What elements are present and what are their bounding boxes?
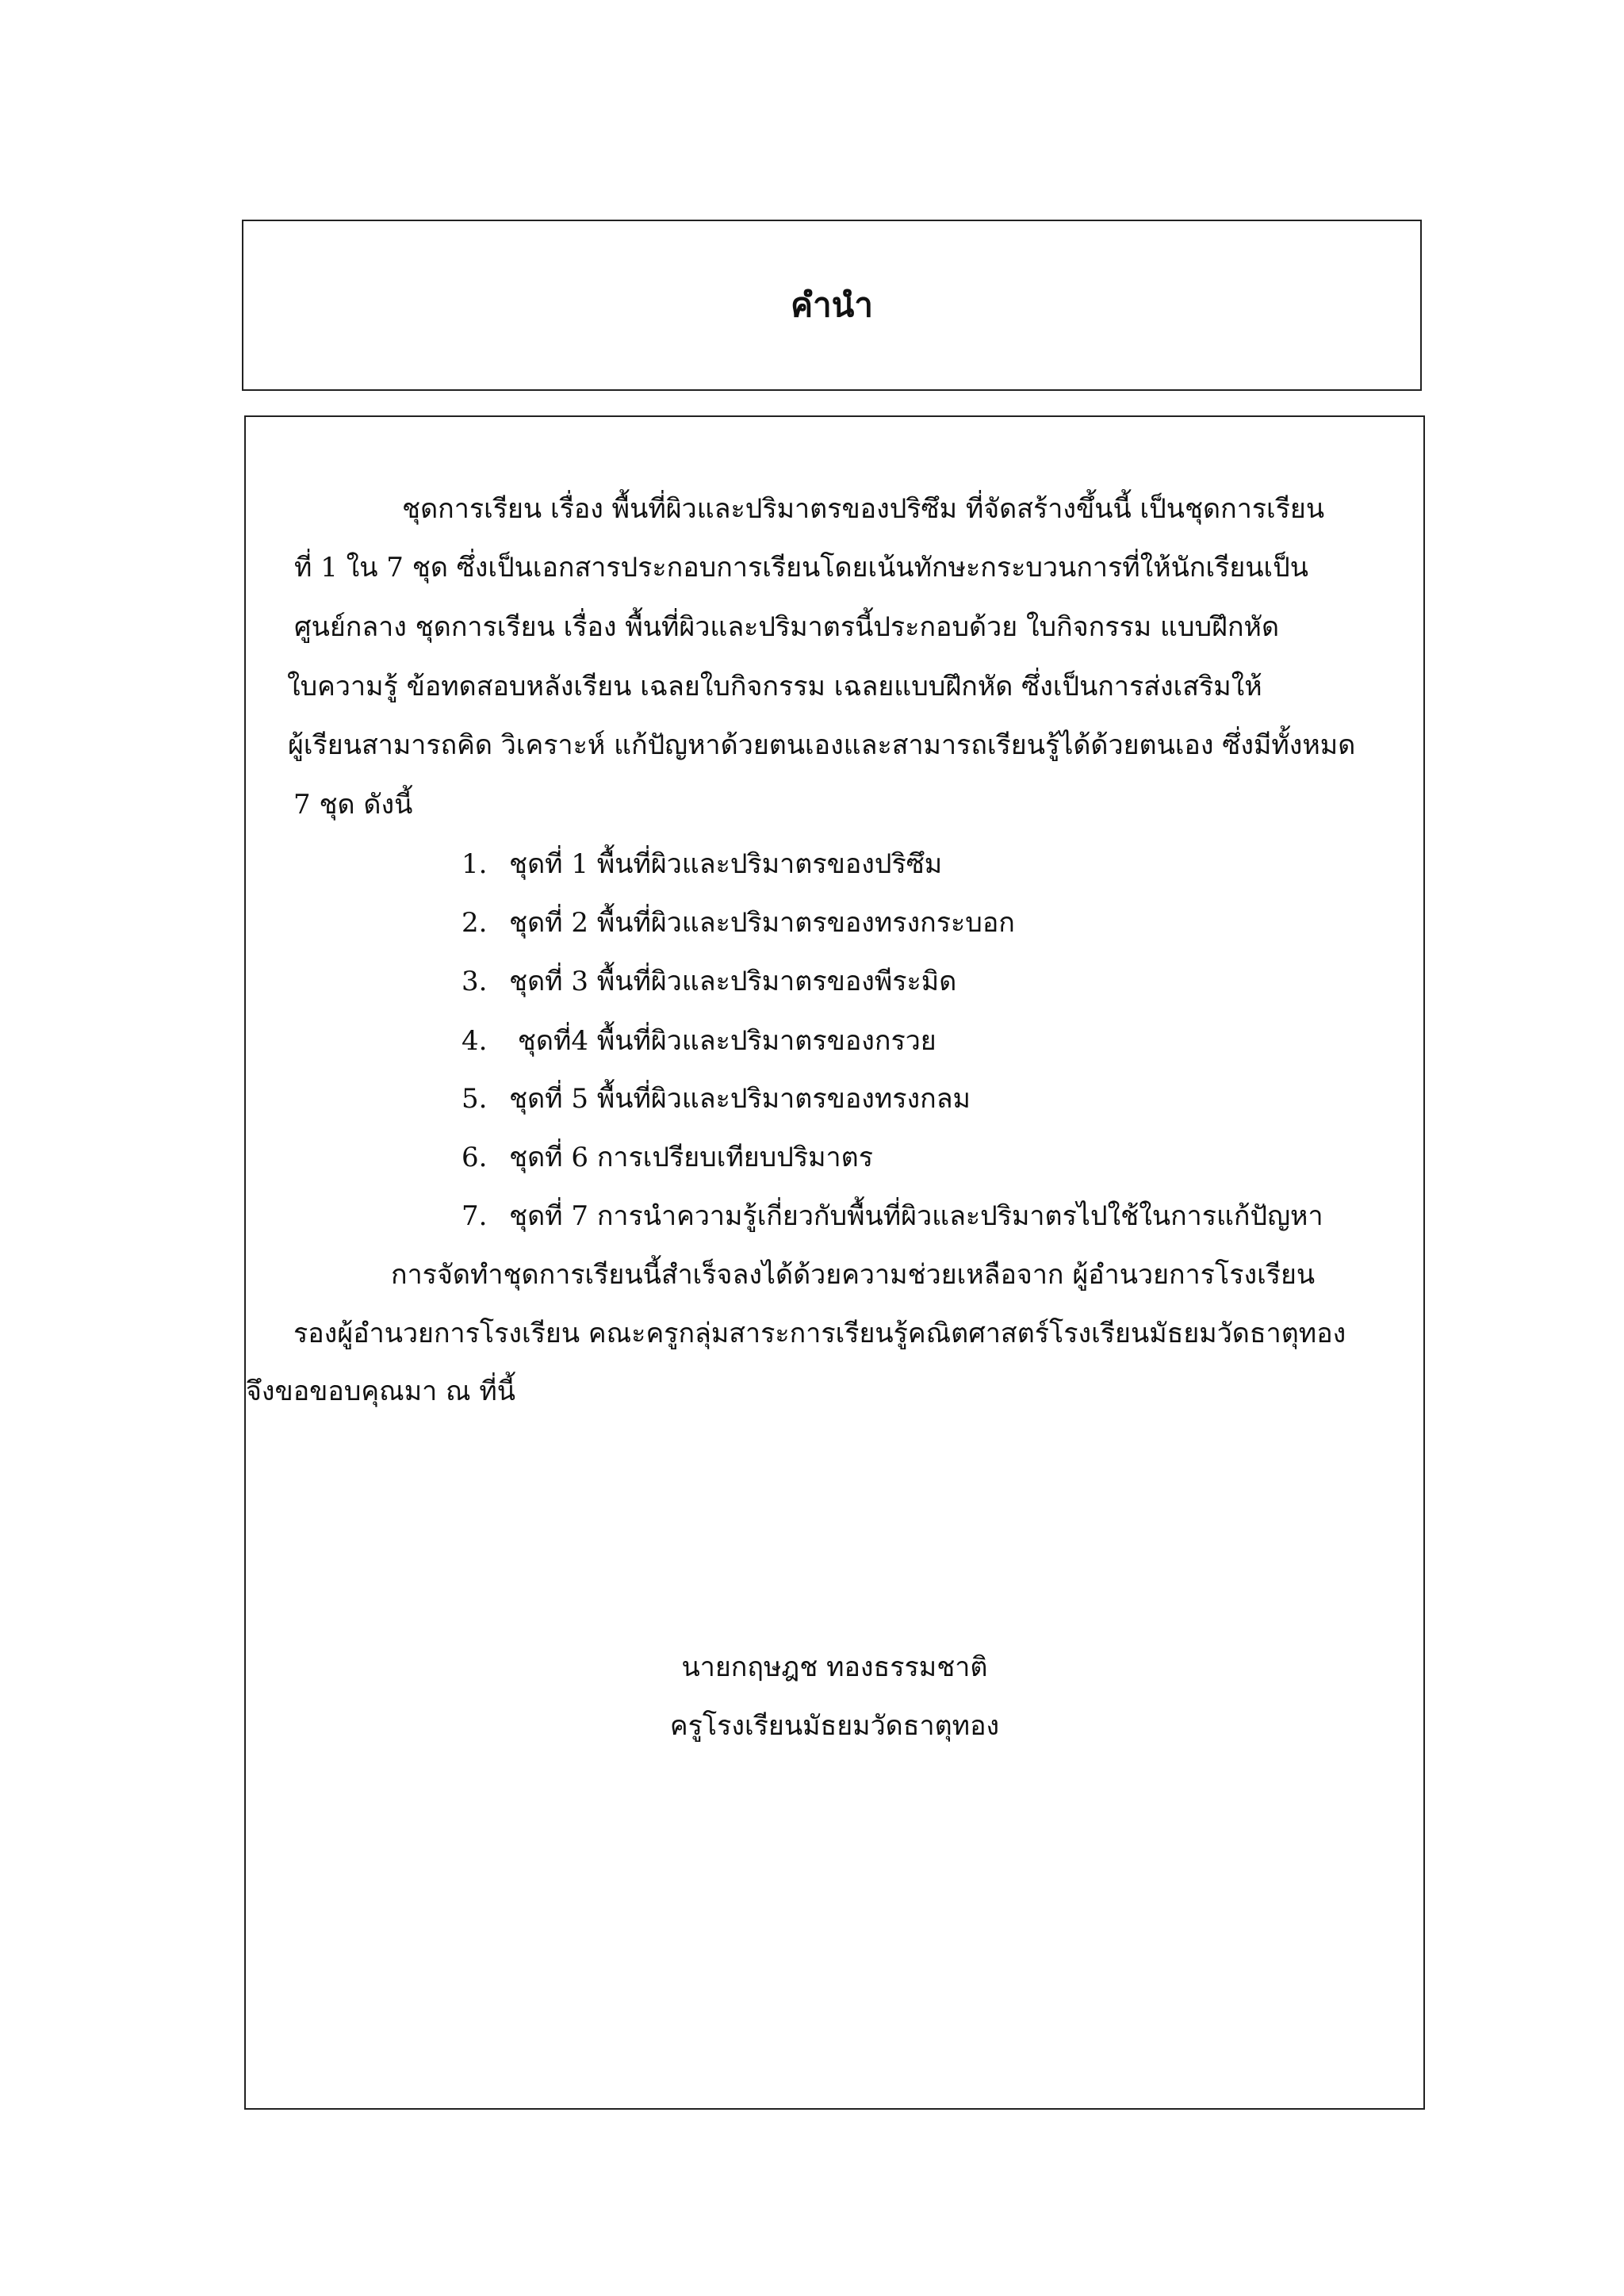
list-item xyxy=(462,1083,971,1115)
list-item xyxy=(462,848,943,880)
list-text: ชุดที่ 6 การเปรียบเทียบปริมาตร xyxy=(509,1142,873,1173)
intro-line: 7 ชุด ดังนี้ xyxy=(293,789,413,821)
list-number: 5. xyxy=(462,1083,488,1115)
title-box xyxy=(242,220,1422,391)
intro-line: ใบความรู้ ข้อทดสอบหลังเรียน เฉลยใบกิจกรรม เฉลยแบบฝึกหัด ซึ่งเป็นการส่งเสริมให้ xyxy=(287,671,1262,702)
list-text: ชุดที่ 5 พื้นที่ผิวและปริมาตรของทรงกลม xyxy=(509,1083,971,1115)
list-item xyxy=(462,1200,1323,1232)
list-text: ชุดที่ 2 พื้นที่ผิวและปริมาตรของทรงกระบอก xyxy=(509,907,1015,939)
intro-line: ศูนย์กลาง ชุดการเรียน เรื่อง พื้นที่ผิวและปริมาตรนี้ประกอบด้วย ใบกิจกรรม แบบฝึกหัด xyxy=(294,611,1280,643)
content-box xyxy=(244,415,1425,2110)
signature-name: นายกฤษฎช ทองธรรมชาติ xyxy=(681,1651,988,1683)
list-number: 7. xyxy=(462,1200,488,1232)
list-item xyxy=(462,907,1015,939)
thanks-line: รองผู้อำนวยการโรงเรียน คณะครูกลุ่มสาระการเรียนรู้คณิตศาสตร์โรงเรียนมัธยมวัดธาตุทอง xyxy=(293,1318,1346,1349)
intro-line: ชุดการเรียน เรื่อง พื้นที่ผิวและปริมาตรของปริซึม ที่จัดสร้างขึ้นนี้ เป็นชุดการเรียน xyxy=(402,493,1325,525)
list-number: 2. xyxy=(462,907,488,939)
signature-position: ครูโรงเรียนมัธยมวัดธาตุทอง xyxy=(669,1710,1000,1742)
list-text: ชุดที่ 7 การนำความรู้เกี่ยวกับพื้นที่ผิวและปริมาตรไปใช้ในการแก้ปัญหา xyxy=(509,1200,1323,1232)
page-title: คำนำ xyxy=(791,285,873,324)
list-number: 6. xyxy=(462,1142,488,1173)
thanks-line: จึงขอขอบคุณมา ณ ที่นี้ xyxy=(246,1376,516,1407)
list-number: 4. xyxy=(462,1025,488,1057)
list-number: 3. xyxy=(462,966,488,997)
list-item xyxy=(462,1144,873,1171)
list-item xyxy=(462,968,956,995)
list-text: ชุดที่4 พื้นที่ผิวและปริมาตรของกรวย xyxy=(509,1025,936,1057)
list-text: ชุดที่ 1 พื้นที่ผิวและปริมาตรของปริซึม xyxy=(509,848,943,880)
thanks-line: การจัดทำชุดการเรียนนี้สำเร็จลงได้ด้วยความช่วยเหลือจาก ผู้อำนวยการโรงเรียน xyxy=(391,1259,1316,1291)
list-item xyxy=(462,1025,936,1057)
list-text: ชุดที่ 3 พื้นที่ผิวและปริมาตรของพีระมิด xyxy=(509,966,957,997)
intro-line: ที่ 1 ใน 7 ชุด ซึ่งเป็นเอกสารประกอบการเรียนโดยเน้นทักษะกระบวนการที่ให้นักเรียนเป็น xyxy=(294,552,1309,584)
intro-line: ผู้เรียนสามารถคิด วิเคราะห์ แก้ปัญหาด้วยตนเองและสามารถเรียนรู้ได้ด้วยตนเอง ซึ่งมีทั้งหมด xyxy=(288,729,1356,761)
list-number: 1. xyxy=(462,848,488,880)
